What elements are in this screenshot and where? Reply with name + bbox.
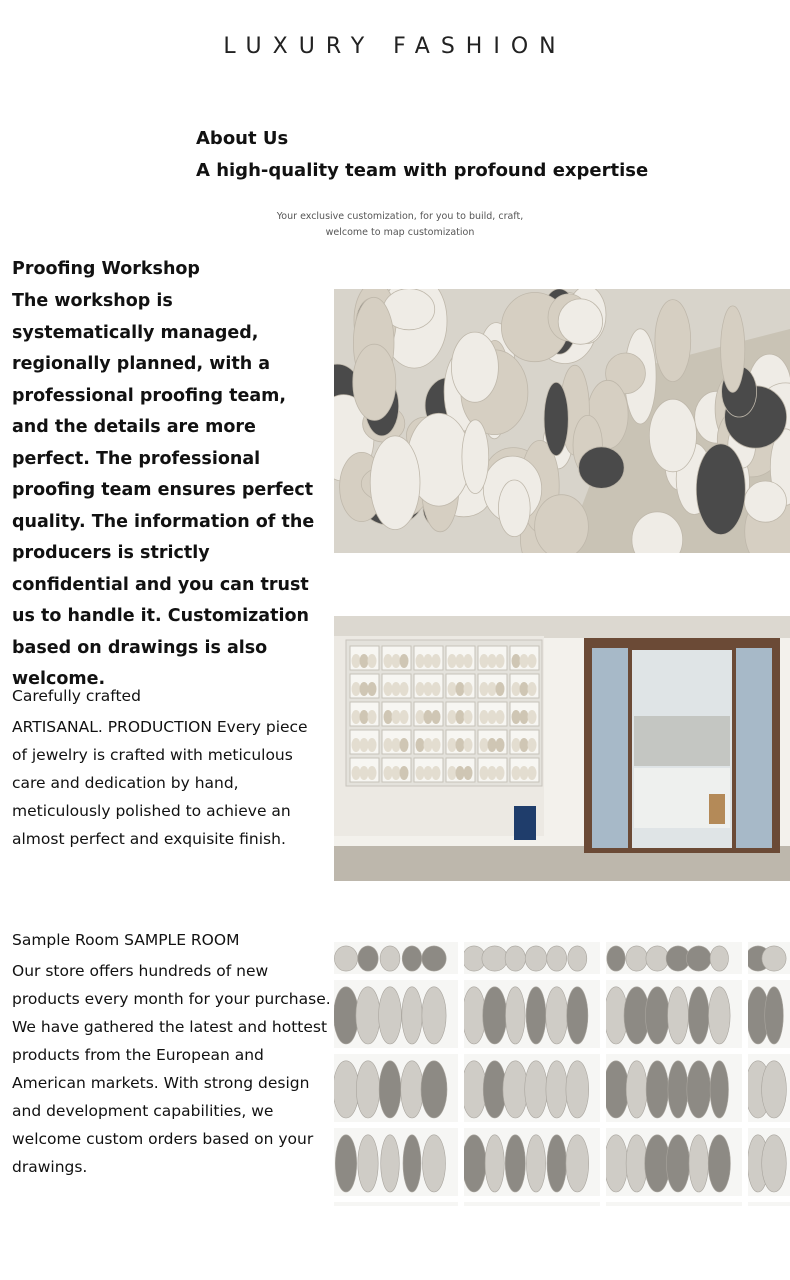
carefully-crafted-text: ARTISANAL. PRODUCTION Every piece of jewelry is crafted with meticulous care and dedication by hand, meticulously polished to achieve an almost perfect and exquisite finish.	[12, 718, 308, 848]
brand-title: LUXURY FASHION	[223, 34, 567, 59]
about-subheading: A high-quality team with profound expertise	[196, 160, 649, 181]
sample-room-title: Sample Room SAMPLE ROOM	[12, 931, 240, 949]
storefront-photo	[334, 616, 790, 881]
sample-shelves-photo	[334, 942, 790, 1206]
sample-room-text: Our store offers hundreds of new products every month for your purchase. We have gathered the latest and hottest products from the European and American markets. With strong design and development capabilities, we welcome custom orders based on your drawings.	[12, 962, 331, 1176]
about-tagline: Your exclusive customization, for you to build, craft, welcome to map customization	[276, 211, 524, 238]
carefully-crafted-title: Carefully crafted	[12, 687, 141, 705]
proofing-workshop-text: The workshop is systematically managed, regionally planned, with a professional proofing team, and the details are more perfect. The professional proofing team ensures perfect quality. The information of the producers is strictly confidential and you can trust us to handle it. Customization based on drawings is also welcome.	[12, 291, 315, 689]
warehouse-bags-photo	[334, 289, 790, 553]
proofing-workshop-title: Proofing Workshop	[12, 259, 200, 279]
about-heading: About Us	[196, 128, 289, 149]
